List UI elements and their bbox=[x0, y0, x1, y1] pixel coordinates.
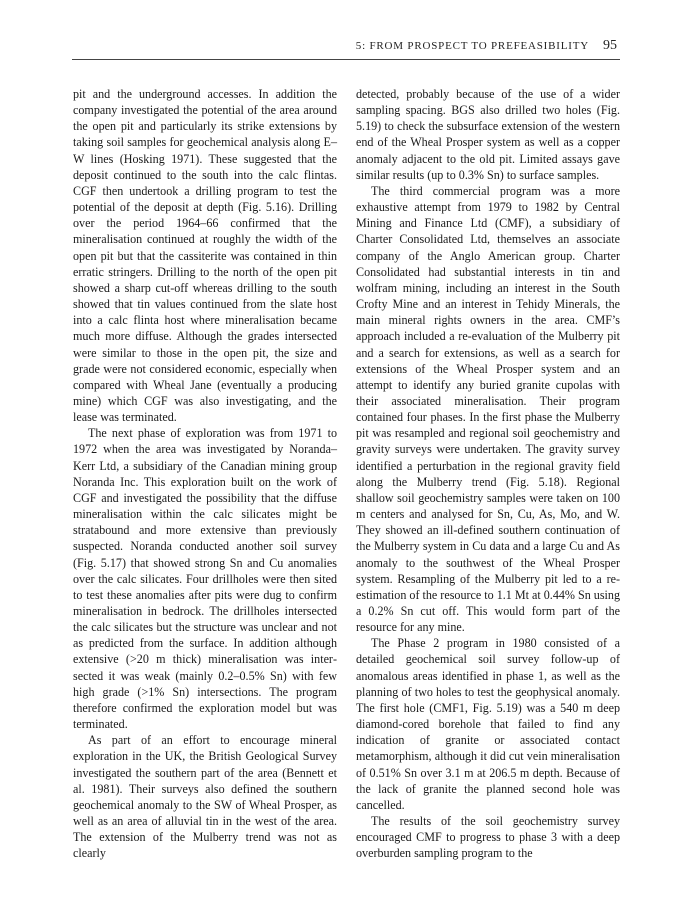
paragraph: As part of an effort to encourage mineral exploration in the UK, the British Geological Survey investigated the southern part of the area (Bennett et al. 1981). Their surveys also defined the southern geochemical anomaly to the SW of Wheal Prosper, as well as an area of alluvial tin in the west of the area. The extension of the Mulberry trend was not as clearly bbox=[73, 733, 337, 861]
paragraph: The results of the soil geochemistry survey encouraged CMF to progress to phase 3 with a deep overburden sampling program to the bbox=[356, 814, 620, 861]
right-column bbox=[356, 86, 620, 862]
chapter-title: 5: FROM PROSPECT TO PREFEASIBILITY bbox=[355, 40, 589, 52]
running-head bbox=[356, 38, 617, 54]
paragraph: The next phase of exploration was from 1971 to 1972 when the area was investigated by Noranda–Kerr Ltd, a subsidiary of the Canadian mining group Noranda Inc. This exploration built on the work of CGF and investigated the possibility that the diffuse mineralisation within the calc silicates might be stratabound and more extensive than previously suspected. Noranda conducted another soil survey (Fig. 5.17) that showed strong Sn and Cu anomalies over the calc silicates. Four drillholes were then sited to test these anomalies after pits were dug to confirm mineralisation in bedrock. The drillholes intersected the calc silicates but the structure was unclear and not as predicted from the surface. In addition although extensive (>20 m thick) mineralisation was intersected it was weak (mainly 0.2–0.5% Sn) with few high grade (>1% Sn) intersections. The program therefore confirmed the exploration model but was terminated. bbox=[73, 426, 337, 732]
paragraph: The third commercial program was a more exhaustive attempt from 1979 to 1982 by Central Mining and Finance Ltd (CMF), a subsidiary of Charter Consolidated Ltd, themselves an associate company of the Anglo American group. Charter Consolidated had substantial interests in tin and wolfram mining, including an interest in the South Crofty Mine and an interest in Tehidy Minerals, the main mineral rights owners in the area. CMF’s approach included a re-evaluation of the Mulberry pit and a search for extensions, as well as a search for extensions of the Wheal Prosper system and an attempt to identify any buried granite cupolas with their associated mineralisation. Their program contained four phases. In the first phase the Mulberry pit was resampled and regional soil geochemistry and gravity surveys were undertaken. The gravity survey identified a perturbation in the regional gravity field along the Mulberry trend (Fig. 5.18). Regional shallow soil geochemistry samples were taken on 100 m centers and analysed for Sn, Cu, As, Mo, and W. They showed an ill-defined southern continuation of the Mulberry system in Cu data and a large Cu and As anomaly to the southwest of the Wheal Prosper system. Resampling of the Mulberry pit led to a re-estimation of the resource to 1.1 Mt at 0.44% Sn using a 0.2% Sn cut off. This would form part of the resource for any mine. bbox=[356, 183, 621, 635]
header-rule bbox=[72, 59, 620, 60]
page-number: 95 bbox=[603, 38, 617, 53]
paragraph: detected, probably because of the use of a wider sampling spacing. BGS also drilled two holes (Fig. 5.19) to check the subsurface extension of the western end of the Wheal Prosper system as well as a copper anomaly adjacent to the old pit. Limited assays gave similar results (up to 0.3% Sn) to surface samples. bbox=[356, 87, 620, 182]
left-column bbox=[73, 86, 337, 862]
paragraph: The Phase 2 program in 1980 consisted of a detailed geochemical soil survey follow-up of anomalous areas identified in phase 1, as well as the planning of two holes to test the geophysical anomaly. The first hole (CMF1, Fig. 5.19) was a 540 m deep diamond-cored borehole that failed to find any indication of granite or associated contact metamorphism, although it did cut vein mineralisation of 0.51% Sn over 3.1 m at 206.5 m depth. Because of the lack of granite the planned second hole was cancelled. bbox=[356, 636, 620, 812]
paragraph: pit and the underground accesses. In addition the company investigated the potential of the area around the open pit and particularly its strike extensions by taking soil samples for geochemical analysis along E–W lines (Hosking 1971). These suggested that the deposit continued to the south into the calc flintas. CGF then undertook a drilling program to test the potential of the deposit at depth (Fig. 5.16). Drilling over the period 1964–66 confirmed that the mineralisation continued at roughly the width of the open pit but that the cassiterite was contained in thin erratic stringers. Drilling to the north of the open pit showed a sharp cut-off whereas drilling to the south showed that tin values continued from the slate host into a calc flinta host where mineralisation became much more diffuse. Although the grades intersected were similar to those in the open pit, the size and grade were not considered economic, especially when compared with Wheal Jane (eventually a producing mine) which CGF was also investigating, and the lease was terminated. bbox=[73, 87, 337, 425]
